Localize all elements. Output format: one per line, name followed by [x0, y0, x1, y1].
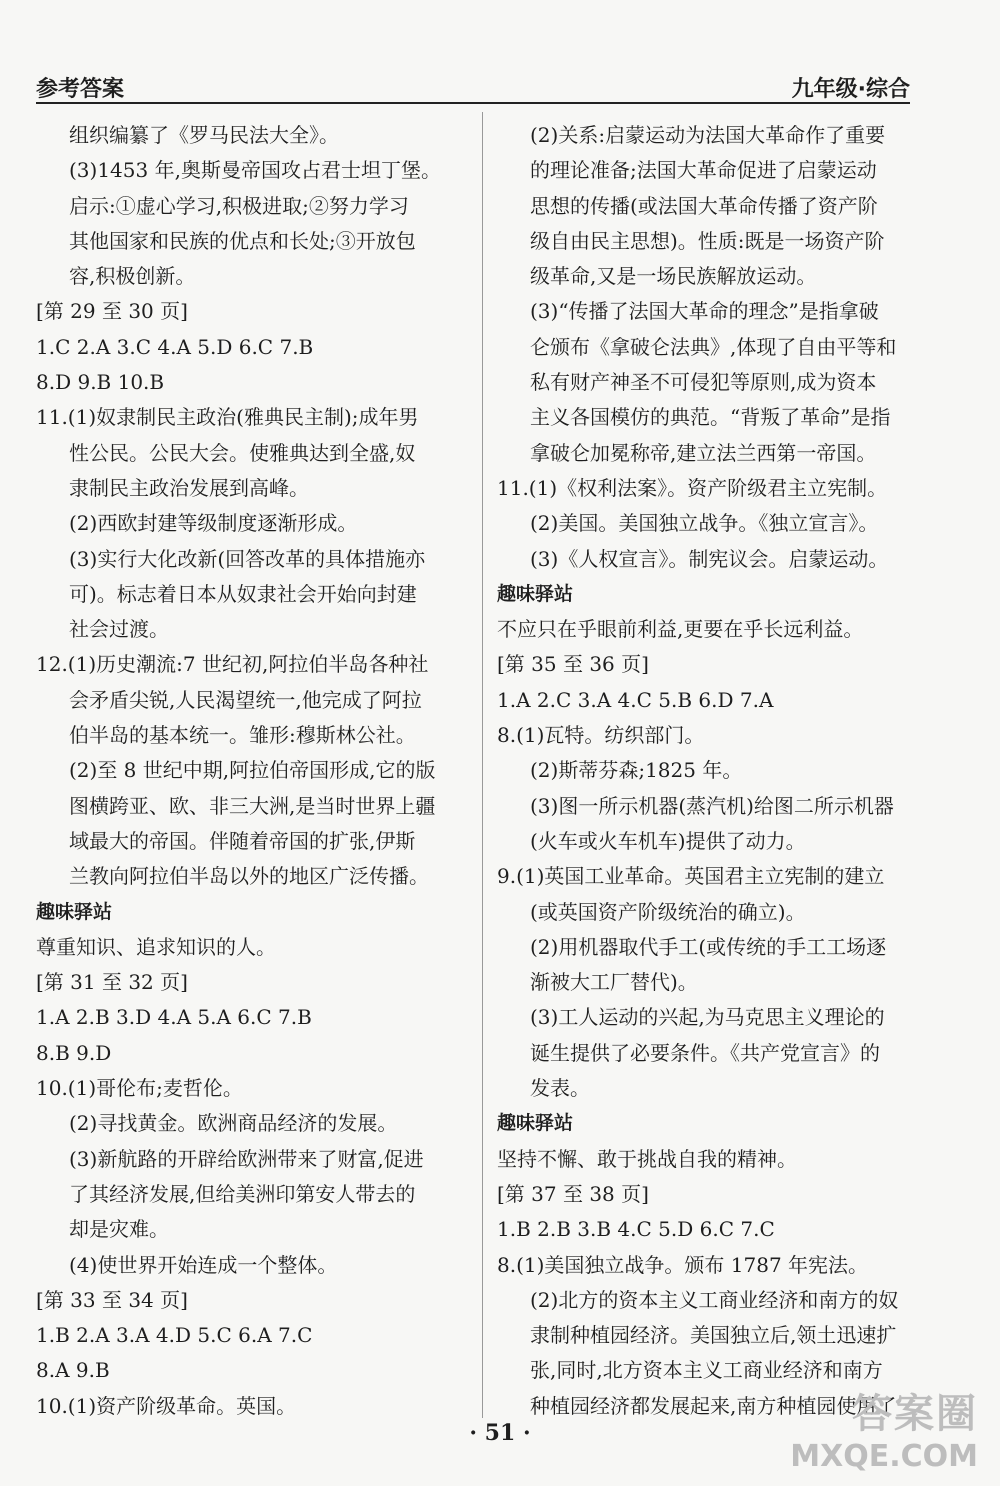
text-line: 8.(1)瓦特。纺织部门。 — [497, 723, 705, 748]
text-line: 渐被大工厂替代)。 — [530, 970, 698, 995]
text-line: 隶制民主政治发展到高峰。 — [69, 475, 309, 500]
text-line: [第 33 至 34 页] — [36, 1287, 188, 1312]
text-line: 私有财产神圣不可侵犯等原则,成为资本 — [530, 370, 877, 395]
text-line: (2)西欧封建等级制度逐渐形成。 — [69, 511, 358, 536]
left-column — [36, 118, 466, 1424]
text-line: 8.(1)美国独立战争。颁布 1787 年宪法。 — [497, 1252, 869, 1277]
text-line: (2)北方的资本主义工商业经济和南方的奴 — [530, 1287, 899, 1312]
text-line: (3)实行大化改新(回答改革的具体措施亦 — [69, 546, 426, 571]
text-line: 图横跨亚、欧、非三大洲,是当时世界上疆 — [69, 793, 436, 818]
text-line: 了其经济发展,但给美洲印第安人带去的 — [69, 1181, 416, 1206]
text-line: (3)新航路的开辟给欧洲带来了财富,促进 — [69, 1146, 424, 1171]
text-line: 坚持不懈、敢于挑战自我的精神。 — [497, 1146, 797, 1171]
text-line: (2)关系:启蒙运动为法国大革命作了重要 — [530, 123, 886, 147]
text-line: 种植园经济都发展起来,南方种植园使用了 — [530, 1393, 897, 1418]
text-line: 的理论准备;法国大革命促进了启蒙运动 — [530, 158, 877, 183]
text-line: (3)1453 年,奥斯曼帝国攻占君士坦丁堡。 — [69, 158, 441, 183]
text-line: 社会过渡。 — [69, 617, 169, 642]
text-line: 1.A 2.C 3.A 4.C 5.B 6.D 7.A — [497, 687, 774, 712]
text-line: 1.B 2.B 3.B 4.C 5.D 6.C 7.C — [497, 1217, 775, 1242]
text-line: 8.B 9.D — [36, 1040, 112, 1065]
text-line: 11.(1)《权利法案》。资产阶级君主立宪制。 — [497, 475, 888, 500]
text-line: 其他国家和民族的优点和长处;③开放包 — [69, 228, 416, 253]
text-line: (火车或火车机车)提供了动力。 — [530, 828, 806, 853]
text-line: 可)。标志着日本从奴隶社会开始向封建 — [69, 581, 417, 606]
text-line: 会矛盾尖锐,人民渴望统一,他完成了阿拉 — [69, 687, 422, 712]
text-line: (或英国资产阶级统治的确立)。 — [530, 899, 806, 924]
text-line: 1.C 2.A 3.C 4.A 5.D 6.C 7.B — [36, 334, 314, 359]
text-line: 容,积极创新。 — [69, 264, 196, 289]
text-line: 11.(1)奴隶制民主政治(雅典民主制);成年男 — [36, 405, 419, 430]
text-line: 级自由民主思想)。性质:既是一场资产阶 — [530, 228, 885, 253]
text-line: 隶制种植园经济。美国独立后,领土迅速扩 — [530, 1323, 897, 1348]
watermark — [790, 1382, 978, 1474]
section-heading: 趣味驿站 — [497, 1112, 574, 1135]
watermark-logo: 答案圈 — [852, 1391, 978, 1437]
text-line: (2)美国。美国独立战争。《独立宣言》。 — [530, 511, 879, 536]
text-line: 仑颁布《拿破仑法典》,体现了自由平等和 — [530, 334, 897, 359]
text-line: 不应只在乎眼前利益,更要在乎长远利益。 — [497, 617, 864, 642]
page-header — [36, 62, 910, 104]
text-line: (4)使世界开始连成一个整体。 — [69, 1252, 338, 1277]
text-line: 却是灾难。 — [69, 1217, 169, 1242]
header-grade: 九年级·综合 — [791, 77, 910, 102]
text-line: 8.D 9.B 10.B — [36, 370, 165, 395]
header-title: 参考答案 — [36, 77, 125, 102]
text-line: 拿破仑加冕称帝,建立法兰西第一帝国。 — [530, 440, 877, 465]
text-line: (2)斯蒂芬森;1825 年。 — [530, 758, 743, 783]
text-line: 域最大的帝国。伴随着帝国的扩张,伊斯 — [69, 828, 416, 853]
text-line: (2)至 8 世纪中期,阿拉伯帝国形成,它的版 — [69, 758, 436, 783]
text-line: (2)寻找黄金。欧洲商品经济的发展。 — [69, 1111, 398, 1136]
text-line: 思想的传播(或法国大革命传播了资产阶 — [530, 193, 878, 218]
text-line: 9.(1)英国工业革命。英国君主立宪制的建立 — [497, 864, 885, 889]
section-heading: 趣味驿站 — [36, 900, 113, 923]
text-line: 10.(1)哥伦布;麦哲伦。 — [36, 1076, 243, 1101]
text-line: [第 31 至 32 页] — [36, 970, 188, 995]
text-line: (3)“传播了法国大革命的理念”是指拿破 — [530, 299, 879, 324]
text-line: [第 37 至 38 页] — [497, 1181, 649, 1206]
text-line: 12.(1)历史潮流:7 世纪初,阿拉伯半岛各种社 — [36, 652, 429, 677]
text-line: 1.A 2.B 3.D 4.A 5.A 6.C 7.B — [36, 1005, 312, 1030]
text-line: 级革命,又是一场民族解放运动。 — [530, 264, 817, 289]
text-line: (2)用机器取代手工(或传统的手工工场逐 — [530, 934, 887, 959]
text-line: 伯半岛的基本统一。雏形:穆斯林公社。 — [69, 723, 416, 748]
text-line: 尊重知识、追求知识的人。 — [36, 934, 276, 959]
text-line: 组织编纂了《罗马民法大全》。 — [69, 123, 339, 147]
text-line: (3)《人权宣言》。制宪议会。启蒙运动。 — [530, 546, 889, 571]
text-line: 启示:①虚心学习,积极进取;②努力学习 — [69, 193, 409, 218]
watermark-url: MXQE.COM — [790, 1439, 978, 1474]
text-line: 发表。 — [530, 1076, 590, 1101]
column-divider — [482, 112, 483, 1418]
text-line: 1.B 2.A 3.A 4.D 5.C 6.A 7.C — [36, 1323, 313, 1348]
text-line: 性公民。公民大会。使雅典达到全盛,奴 — [69, 440, 416, 465]
text-line: [第 29 至 30 页] — [36, 299, 188, 324]
text-line: (3)图一所示机器(蒸汽机)给图二所示机器 — [530, 793, 894, 818]
text-line: 张,同时,北方资本主义工商业经济和南方 — [530, 1358, 883, 1383]
section-heading: 趣味驿站 — [497, 582, 574, 605]
text-line: 10.(1)资产阶级革命。英国。 — [36, 1393, 297, 1418]
page-number: · 51 · — [469, 1420, 531, 1446]
text-line: 主义各国模仿的典范。“背叛了革命”是指 — [530, 405, 891, 430]
text-line: 诞生提供了必要条件。《共产党宣言》的 — [530, 1040, 880, 1065]
text-line: 8.A 9.B — [36, 1358, 110, 1383]
text-line: (3)工人运动的兴起,为马克思主义理论的 — [530, 1005, 885, 1030]
text-line: [第 35 至 36 页] — [497, 652, 649, 677]
text-line: 兰教向阿拉伯半岛以外的地区广泛传播。 — [69, 864, 429, 889]
right-column — [497, 118, 927, 1424]
